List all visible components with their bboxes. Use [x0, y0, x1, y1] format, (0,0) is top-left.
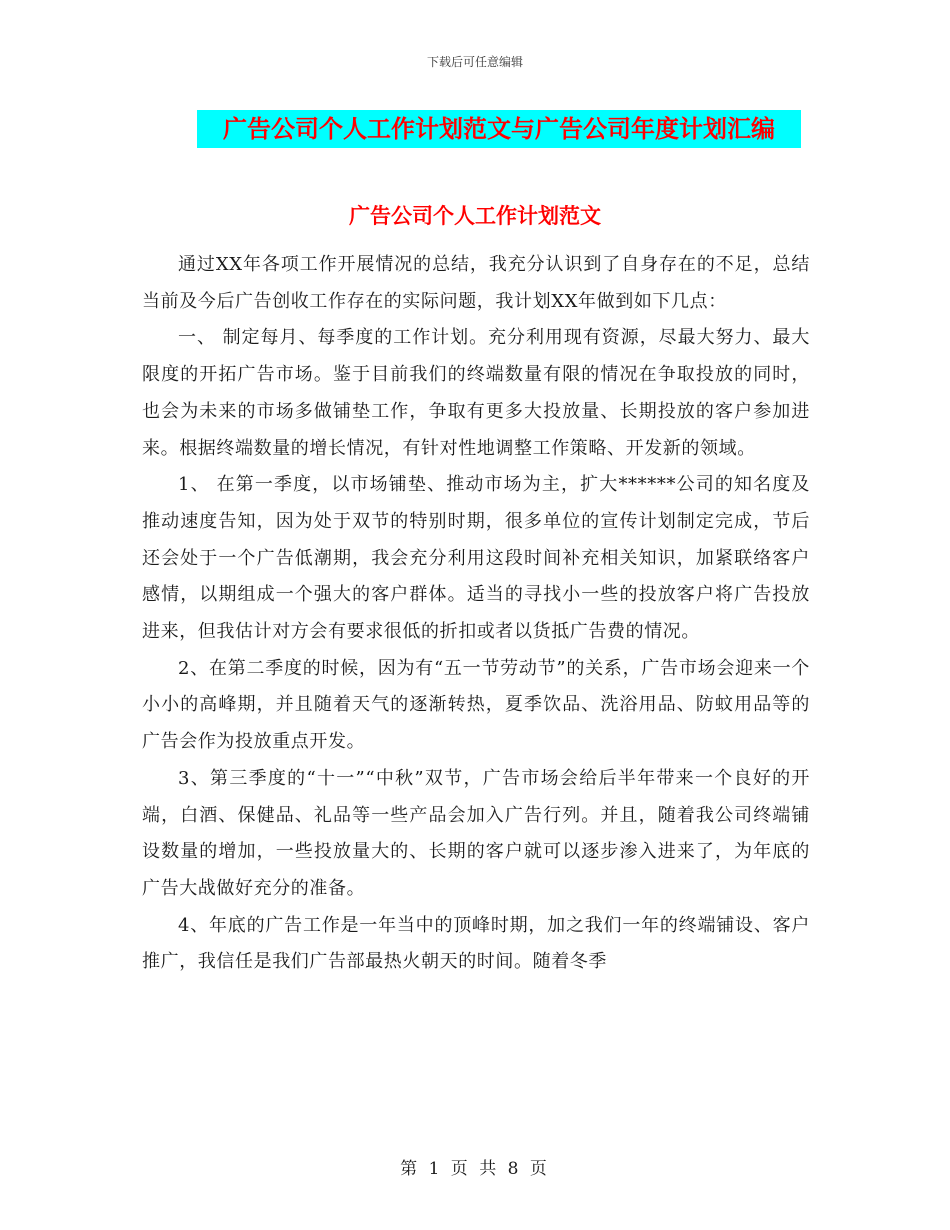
paragraph: 1、 在第一季度，以市场铺垫、推动市场为主，扩大******公司的知名度及推动速度告知，因为处于双节的特别时期，很多单位的宣传计划制定完成，节后还会处于一个广告低潮期，我会充分利用这段时间补充相关知识，加紧联络客户感情，以期组成一个强大的客户群体。适当的寻找小一些的投放客户将广告投放进来，但我估计对方会有要求很低的折扣或者以货抵广告费的情况。 [142, 474, 810, 643]
paragraph: 通过XX年各项工作开展情况的总结，我充分认识到了自身存在的不足，总结当前及今后广告创收工作存在的实际问题，我计划XX年做到如下几点： [142, 254, 810, 312]
document-body [142, 247, 810, 981]
header-note: 下载后可任意编辑 [426, 55, 523, 69]
document-title: 广告公司个人工作计划范文与广告公司年度计划汇编 [197, 110, 801, 148]
paragraph: 一、 制定每月、每季度的工作计划。充分利用现有资源，尽最大努力、最大限度的开拓广告市场。鉴于目前我们的终端数量有限的情况在争取投放的同时，也会为未来的市场多做铺垫工作，争取有更多大投放量、长期投放的客户参加进来。根据终端数量的增长情况，有针对性地调整工作策略、开发新的领域。 [142, 327, 810, 459]
section-title: 广告公司个人工作计划范文 [349, 204, 601, 228]
paragraph: 4、年底的广告工作是一年当中的顶峰时期，加之我们一年的终端铺设、客户推广，我信任是我们广告部最热火朝天的时间。随着冬季 [142, 914, 810, 973]
paragraph: 3、第三季度的“十一”“中秋”双节，广告市场会给后半年带来一个良好的开端，白酒、保健品、礼品等一些产品会加入广告行列。并且，随着我公司终端铺设数量的增加，一些投放量大的、长期的客户就可以逐步渗入进来了，为年底的广告大战做好充分的准备。 [142, 767, 810, 899]
paragraph: 2、在第二季度的时候，因为有“五一节劳动节”的关系，广告市场会迎来一个小小的高峰期，并且随着天气的逐渐转热，夏季饮品、洗浴用品、防蚊用品等的广告会作为投放重点开发。 [142, 657, 810, 753]
page-number: 第 1 页 共 8 页 [400, 1159, 550, 1179]
